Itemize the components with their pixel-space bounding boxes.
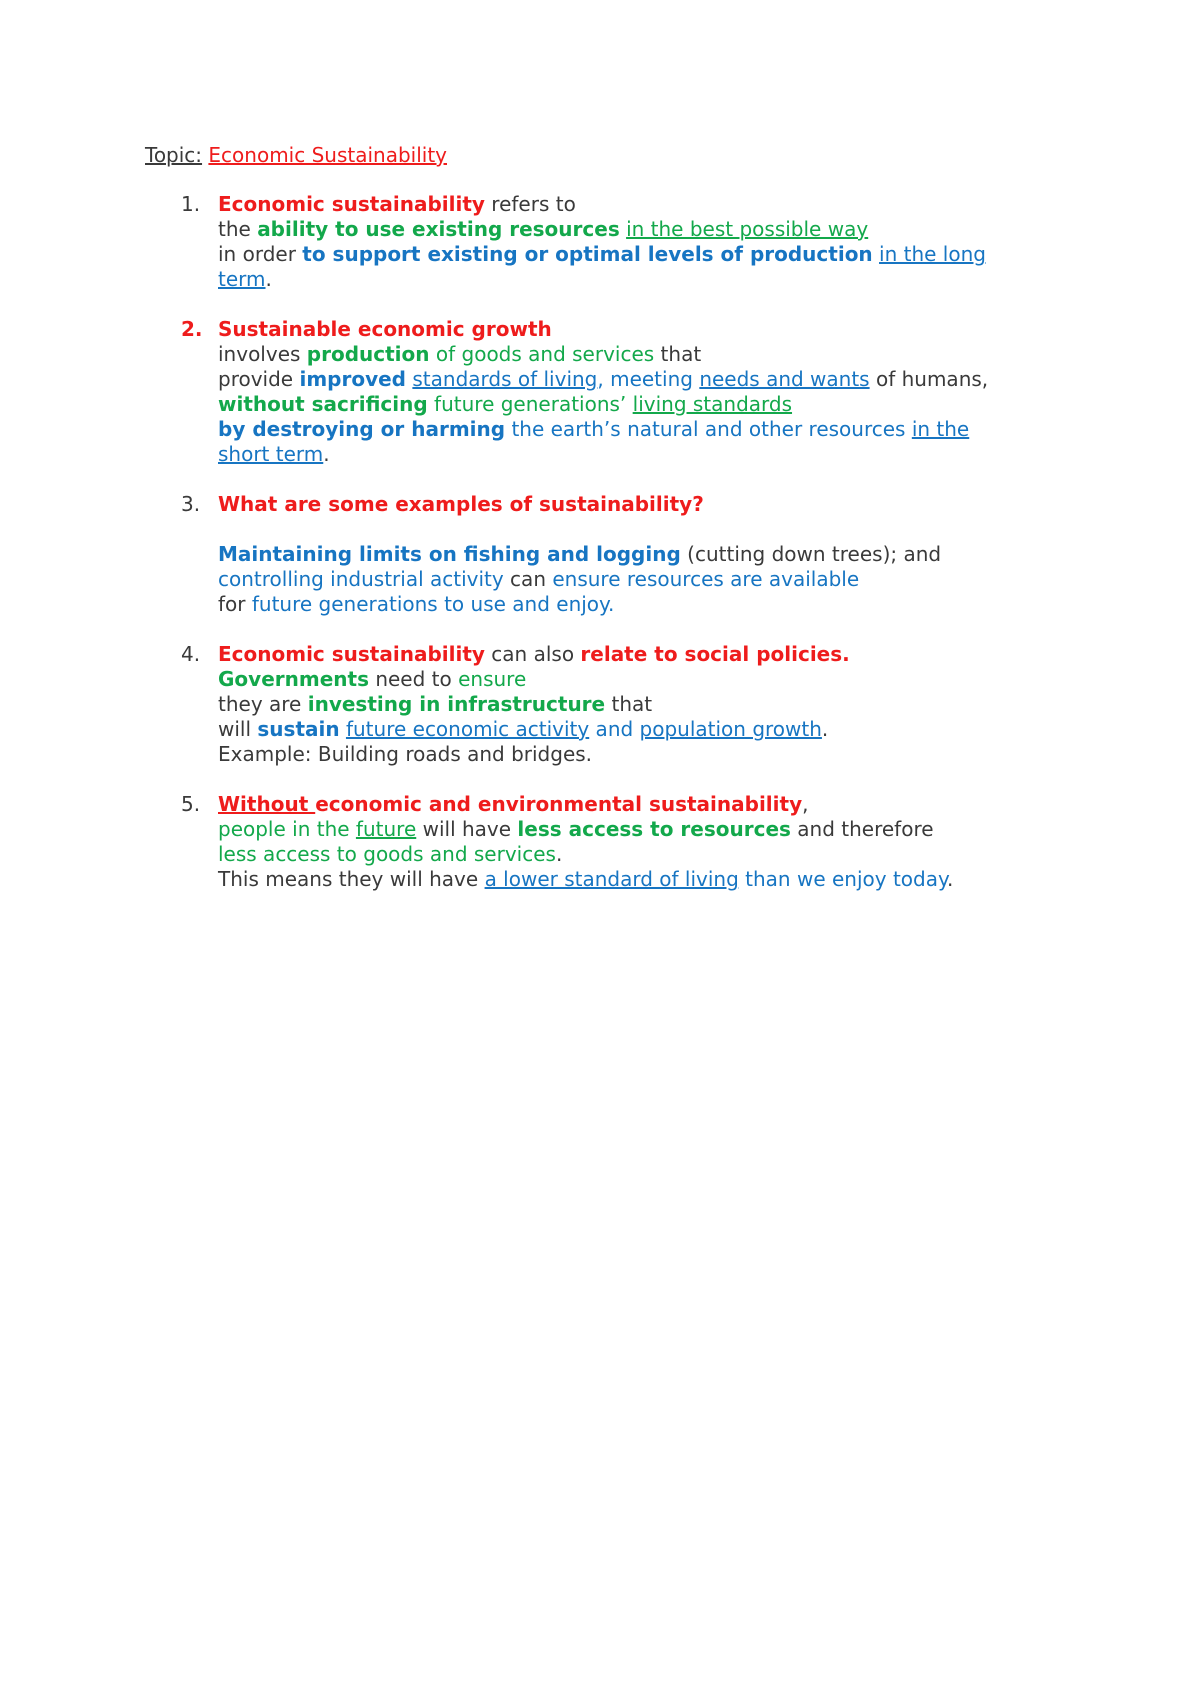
text-run: future generations to use and enjoy. — [251, 592, 615, 616]
text-run: needs and wants — [699, 367, 870, 391]
text-run: the — [218, 217, 258, 241]
text-run: in the best possible way — [626, 217, 869, 241]
text-run: and — [589, 717, 640, 741]
text-run: . — [265, 267, 272, 291]
text-run: , meeting — [597, 367, 700, 391]
text-run: will — [218, 717, 258, 741]
item-line — [218, 742, 1065, 767]
text-run: . — [323, 442, 330, 466]
item-line — [218, 842, 1065, 867]
text-run: sustain — [257, 717, 340, 741]
text-run: population growth — [639, 717, 822, 741]
text-run: can — [503, 567, 553, 591]
text-run: by destroying or harming — [218, 417, 506, 441]
topic-title: Economic Sustainability — [208, 143, 447, 167]
item-line — [218, 542, 1065, 567]
item-line — [218, 317, 1065, 342]
text-run: . — [946, 867, 954, 891]
text-run: of goods and services — [429, 342, 655, 366]
text-run: . — [555, 842, 563, 866]
text-run: need to — [368, 667, 459, 691]
list-item-5 — [145, 792, 1065, 892]
list-item-2 — [145, 317, 1065, 467]
item-line — [218, 367, 1065, 392]
text-run: standards of living — [412, 367, 598, 391]
text-run: Economic sustainability — [218, 642, 485, 666]
topic-list — [145, 192, 1065, 917]
text-run: production — [306, 342, 430, 366]
text-run: can also — [484, 642, 581, 666]
text-run: Example: Building roads and bridges. — [218, 742, 593, 766]
text-run: of humans, — [869, 367, 989, 391]
item-line — [218, 442, 1065, 467]
text-run: Economic sustainability — [218, 192, 485, 216]
item-line — [218, 567, 1065, 592]
text-run: Governments — [218, 667, 369, 691]
topic-label: Topic: — [145, 143, 203, 167]
text-run: short term — [218, 442, 324, 466]
text-run: Sustainable economic growth — [218, 317, 552, 341]
text-run: controlling industrial activity — [218, 567, 504, 591]
text-run: will have — [416, 817, 518, 841]
text-run: Maintaining limits on fishing and logging — [218, 542, 681, 566]
text-run: term — [218, 267, 266, 291]
text-run: relate to social policies. — [580, 642, 850, 666]
item-line — [218, 592, 1065, 617]
list-item-3 — [145, 492, 1065, 617]
text-run: without sacrificing — [218, 392, 428, 416]
text-run: refers to — [484, 192, 576, 216]
text-run: in the long — [879, 242, 986, 266]
item-line — [218, 867, 1065, 892]
text-run: What are some examples of sustainability? — [218, 492, 704, 516]
text-run: ensure resources are available — [552, 567, 860, 591]
text-run: (cutting down trees); and — [680, 542, 942, 566]
item-line — [218, 667, 1065, 692]
text-run: provide — [218, 367, 300, 391]
list-item-1 — [145, 192, 1065, 292]
text-run: than we enjoy today — [738, 867, 947, 891]
text-run: a lower standard of living — [484, 867, 739, 891]
text-run: involves — [218, 342, 307, 366]
item-number: 3. — [181, 492, 201, 516]
text-run: living standards — [632, 392, 793, 416]
topic-heading — [145, 142, 447, 168]
item-line — [218, 642, 1065, 667]
item-line — [218, 792, 1065, 817]
item-line — [218, 392, 1065, 417]
text-run: people in the — [218, 817, 356, 841]
text-run: . — [821, 717, 829, 741]
text-run: future economic activity — [345, 717, 590, 741]
text-run: ability to use existing resources — [257, 217, 620, 241]
text-run: less access to resources — [517, 817, 791, 841]
item-line — [218, 417, 1065, 442]
text-run: future — [355, 817, 417, 841]
text-run: in the — [911, 417, 970, 441]
item-number: 1. — [181, 192, 201, 216]
item-line — [218, 342, 1065, 367]
text-run: that — [605, 692, 653, 716]
item-number: 4. — [181, 642, 201, 666]
text-run: they are — [218, 692, 308, 716]
text-run: economic and environmental sustainability — [315, 792, 803, 816]
text-run: to support existing or optimal levels of production — [302, 242, 873, 266]
item-line — [218, 492, 1065, 517]
text-run: improved — [299, 367, 407, 391]
text-run: for — [218, 592, 252, 616]
item-line — [218, 242, 1065, 267]
item-line — [218, 692, 1065, 717]
item-number: 2. — [181, 317, 203, 341]
item-line — [218, 717, 1065, 742]
text-run: less access to goods and services — [218, 842, 556, 866]
text-run: investing in infrastructure — [307, 692, 606, 716]
text-run: ensure — [458, 667, 527, 691]
text-run: future generations’ — [427, 392, 633, 416]
text-run: in order — [218, 242, 303, 266]
item-line — [218, 192, 1065, 217]
text-run: This means they will have — [218, 867, 485, 891]
item-line — [218, 817, 1065, 842]
text-run: Without — [218, 792, 316, 816]
item-line — [218, 267, 1065, 292]
list-item-4 — [145, 642, 1065, 767]
item-number: 5. — [181, 792, 201, 816]
text-run: and therefore — [790, 817, 934, 841]
blank-line — [218, 517, 1065, 542]
item-line — [218, 217, 1065, 242]
text-run: , — [802, 792, 809, 816]
text-run: that — [654, 342, 702, 366]
text-run: the earth’s natural and other resources — [505, 417, 912, 441]
